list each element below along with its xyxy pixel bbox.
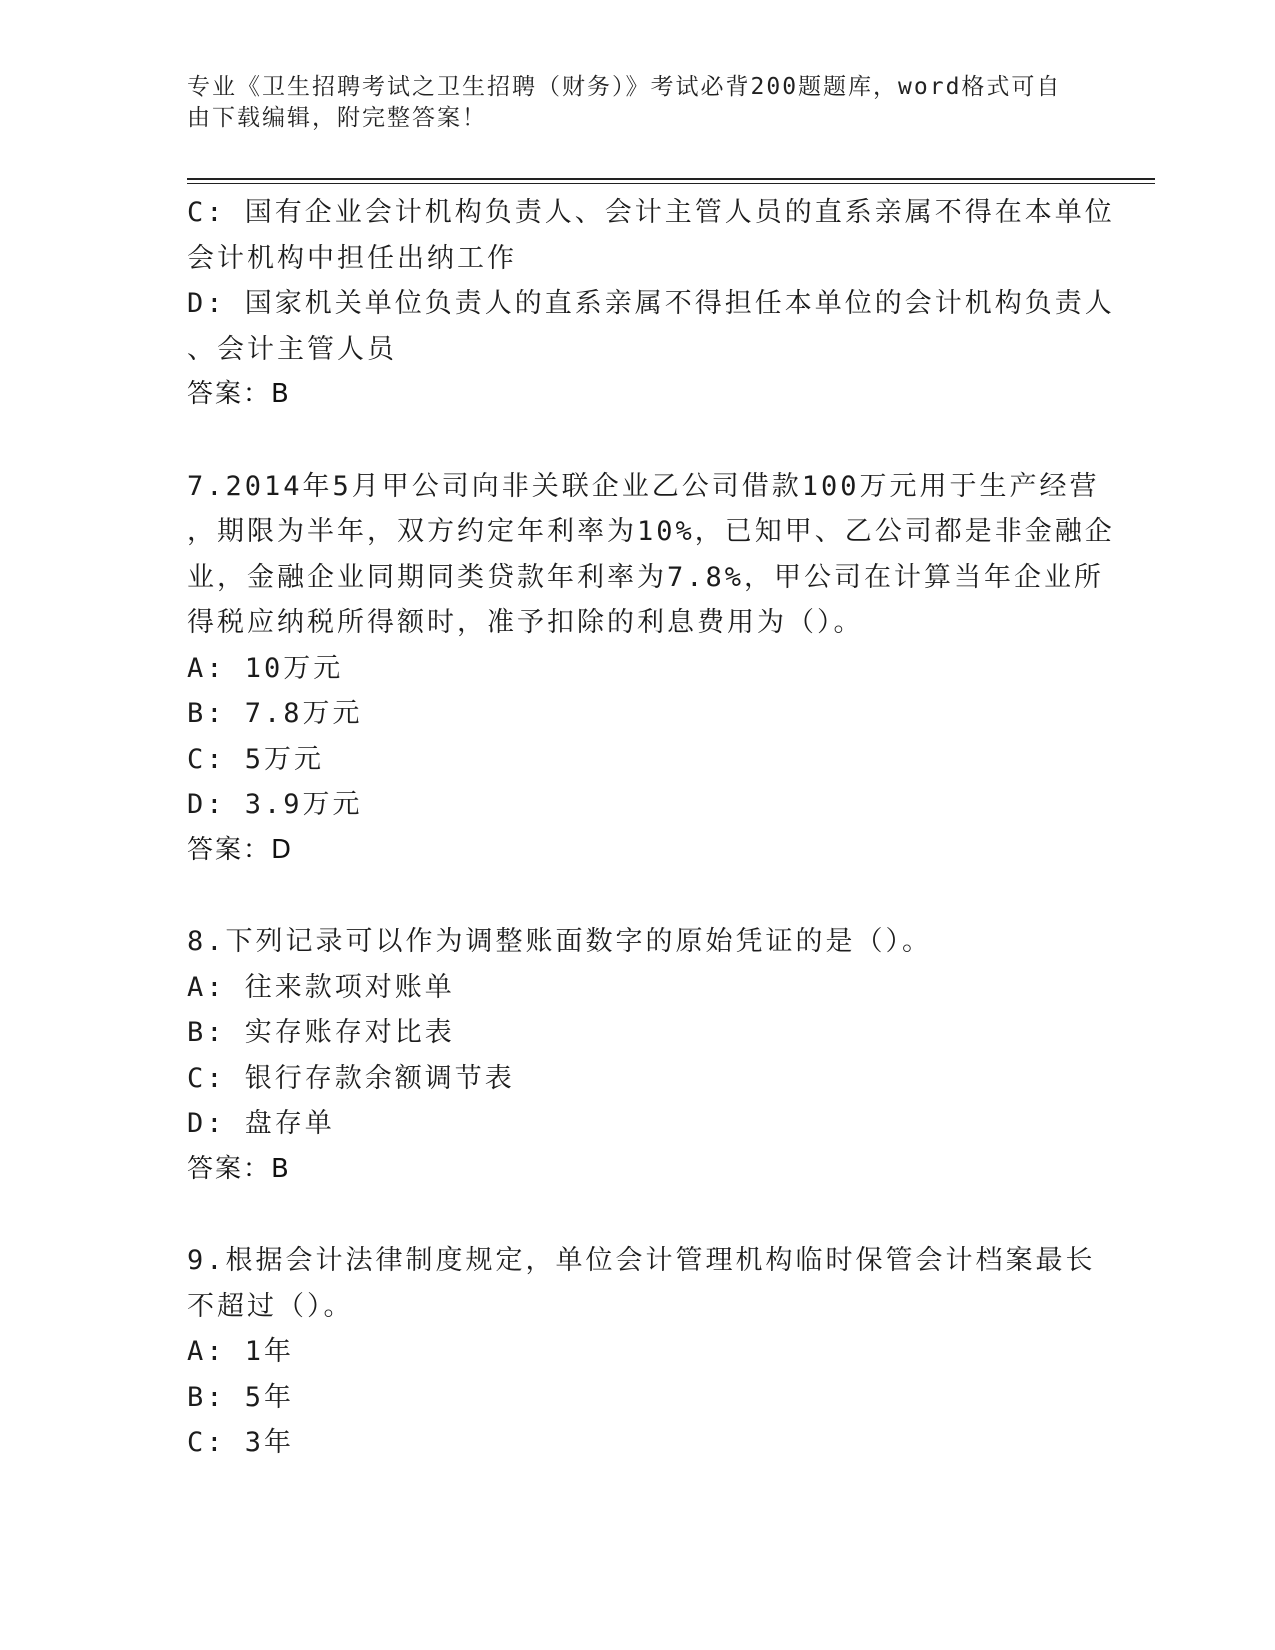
option-d: D: 3.9万元 (187, 789, 363, 820)
header-line-1: 专业《卫生招聘考试之卫生招聘（财务）》考试必背200题题库，word格式可自 (187, 74, 1062, 100)
answer-line: 答案：B (187, 1153, 291, 1184)
option-a: A: 往来款项对账单 (187, 971, 455, 1003)
option-b: B: 5年 (187, 1381, 295, 1413)
header-divider-thick (187, 178, 1155, 180)
option-b: B: 实存账存对比表 (187, 1017, 455, 1048)
question-stem-line-1: 8.下列记录可以作为调整账面数字的原始凭证的是（）。 (187, 926, 933, 957)
question-stem-line-1: 7.2014年5月甲公司向非关联企业乙公司借款100万元用于生产经营 (187, 470, 1100, 502)
question-stem-line-3: 业，金融企业同期同类贷款年利率为7.8%，甲公司在计算当年企业所 (187, 561, 1105, 593)
option-d-line-1: D: 国家机关单位负责人的直系亲属不得担任本单位的会计机构负责人 (187, 288, 1115, 319)
option-d-line-2: 、会计主管人员 (187, 333, 397, 365)
question-8 (187, 919, 1087, 1192)
spacer (187, 1192, 1087, 1238)
header-divider-thin (187, 183, 1155, 184)
question-9 (187, 1238, 1096, 1466)
option-a: A: 1年 (187, 1336, 295, 1367)
header-line-2: 由下载编辑，附完整答案！ (187, 105, 487, 131)
option-c: C: 3年 (187, 1427, 295, 1458)
document-body (187, 190, 1115, 1466)
document-header (187, 72, 1087, 134)
option-c-line-1: C: 国有企业会计机构负责人、会计主管人员的直系亲属不得在本单位 (187, 197, 1115, 228)
answer-line: 答案：D (187, 834, 294, 865)
option-a: A: 10万元 (187, 652, 344, 684)
option-c: C: 5万元 (187, 743, 325, 775)
question-stem-line-2: ，期限为半年，双方约定年利率为10%，已知甲、乙公司都是非金融企 (187, 516, 1115, 547)
option-d: D: 盘存单 (187, 1108, 335, 1139)
spacer (187, 418, 1087, 464)
option-c-line-2: 会计机构中担任出纳工作 (187, 242, 517, 274)
answer-line: 答案：B (187, 379, 291, 409)
spacer (187, 873, 1087, 919)
question-stem-line-1: 9.根据会计法律制度规定，单位会计管理机构临时保管会计档案最长 (187, 1245, 1096, 1276)
question-stem-line-2: 不超过（）。 (187, 1290, 354, 1322)
question-stem-line-4: 得税应纳税所得额时，准予扣除的利息费用为（）。 (187, 607, 864, 638)
question-7 (187, 464, 1115, 874)
option-b: B: 7.8万元 (187, 698, 363, 729)
question-6-tail (187, 190, 1115, 418)
option-c: C: 银行存款余额调节表 (187, 1062, 515, 1094)
